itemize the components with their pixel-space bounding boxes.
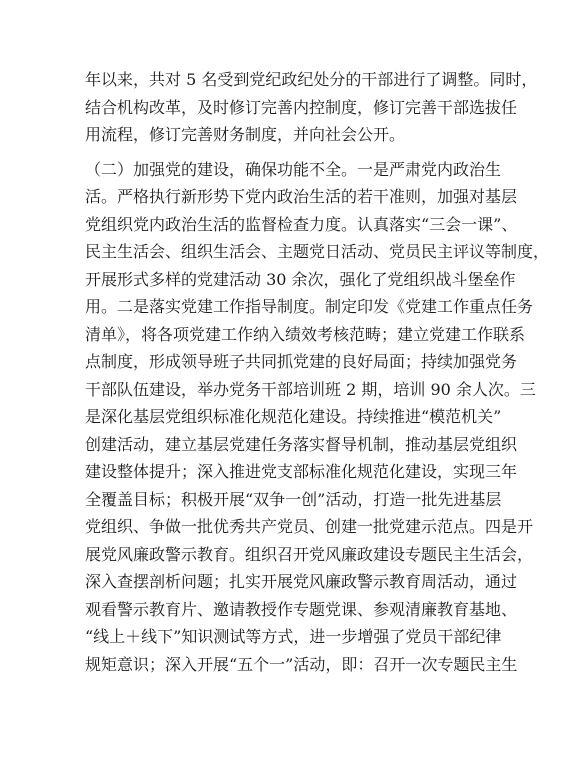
paragraph-1 — [85, 66, 538, 149]
text-line: 是深化基层党组织标准化规范化建设。持续推进“模范机关” — [85, 407, 502, 426]
text-line: 结合机构改革，及时修订完善内控制度，修订完善干部选拔任 — [85, 97, 518, 117]
text-line: 展党风廉政警示教育。组织召开党风廉政建设专题民主生活会， — [85, 544, 534, 564]
paragraph-2 — [85, 156, 550, 679]
text-line: 深入查摆剖析问题；扎实开展党风廉政警示教育周活动，通过 — [85, 572, 518, 591]
text-line: 党组织党内政治生活的监督检查力度。认真落实“三会一课”、 — [85, 214, 518, 234]
text-line: 点制度，形成领导班子共同抓党建的良好局面；持续加强党务 — [85, 352, 518, 371]
text-line: 干部队伍建设，举办党务干部培训班 2 期，培训 90 余人次。三 — [85, 379, 536, 399]
text-line: 年以来，共对 5 名受到党纪政纪处分的干部进行了调整。同时， — [85, 70, 538, 89]
text-line: 用流程，修订完善财务制度，并向社会公开。 — [85, 125, 406, 144]
text-line: 清单》，将各项党建工作纳入绩效考核范畴；建立党建工作联系 — [85, 324, 526, 344]
text-line: 党组织、争做一批优秀共产党员、创建一批党建示范点。四是开 — [85, 517, 534, 536]
text-line: 规矩意识；深入开展“五个一”活动，即：召开一次专题民主生 — [85, 654, 518, 674]
text-line: 建设整体提升；深入推进党支部标准化规范化建设，实现三年 — [85, 462, 518, 481]
text-line: 观看警示教育片、邀请教授作专题党课、参观清廉教育基地、 — [85, 599, 518, 619]
text-line: 活。严格执行新形势下党内政治生活的若干准则，加强对基层 — [85, 187, 518, 206]
text-line: 开展形式多样的党建活动 30 余次，强化了党组织战斗堡垒作 — [85, 269, 516, 289]
text-line: 全覆盖目标；积极开展“双争一创”活动，打造一批先进基层 — [85, 489, 502, 509]
text-line: 创建活动，建立基层党建任务落实督导机制，推动基层党组织 — [85, 434, 518, 454]
text-line: “线上＋线下”知识测试等方式，进一步增强了党员干部纪律 — [85, 627, 502, 646]
paragraph-gap — [85, 149, 501, 156]
text-line: 用。二是落实党建工作指导制度。制定印发《党建工作重点任务 — [85, 297, 534, 316]
text-line: （二）加强党的建设，确保功能不全。一是严肃党内政治生 — [85, 159, 502, 179]
text-line: 民主生活会、组织生活会、主题党日活动、党员民主评议等制度， — [85, 242, 550, 261]
document-body — [85, 66, 550, 678]
